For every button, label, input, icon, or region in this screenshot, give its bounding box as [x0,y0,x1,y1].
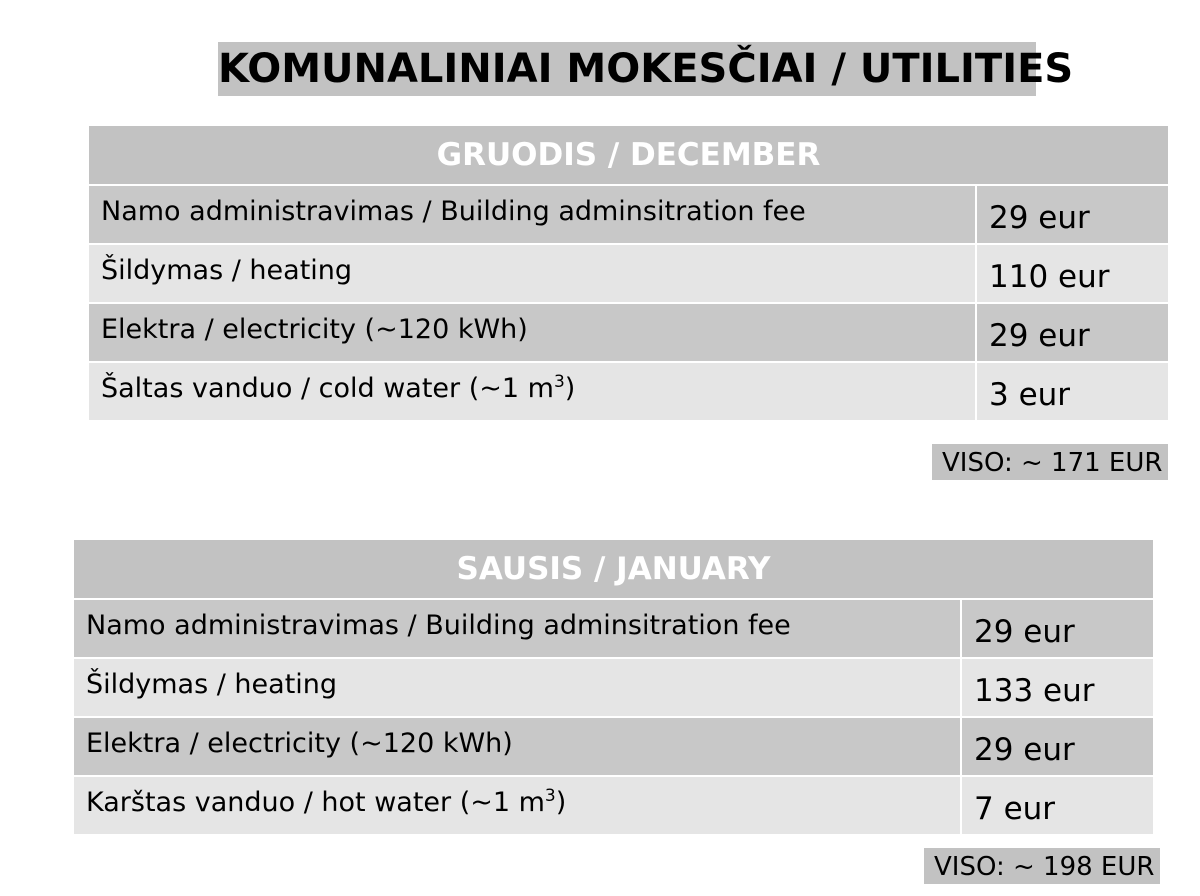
table-header-row [88,125,1169,185]
row-value: 133 eur [961,658,1154,717]
row-label-text: Šaltas vanduo / cold water (~1 m [101,373,554,404]
january-total: VISO: ~ 198 EUR [924,848,1160,884]
row-label: Elektra / electricity (~120 kWh) [73,717,961,776]
row-label-end: ) [555,787,567,818]
december-utilities-table [87,124,1170,422]
row-value: 29 eur [961,717,1154,776]
row-label-text: Karštas vanduo / hot water (~1 m [86,787,545,818]
january-utilities-table [72,538,1155,836]
page-title: KOMUNALINIAI MOKESČIAI / UTILITIES [218,42,1036,96]
table-row [73,599,1154,658]
row-label [73,776,961,835]
january-header: SAUSIS / JANUARY [73,539,1154,599]
row-value: 29 eur [976,303,1169,362]
row-label: Namo administravimas / Building adminsitration fee [88,185,976,244]
row-label [88,362,976,421]
table-row [88,244,1169,303]
superscript: 3 [544,786,556,806]
row-value: 110 eur [976,244,1169,303]
row-value: 3 eur [976,362,1169,421]
row-value: 29 eur [976,185,1169,244]
table-header-row [73,539,1154,599]
table-row [88,362,1169,421]
table-row [73,658,1154,717]
table-row [73,776,1154,835]
december-header: GRUODIS / DECEMBER [88,125,1169,185]
table-row [73,717,1154,776]
row-label: Elektra / electricity (~120 kWh) [88,303,976,362]
row-label-end: ) [564,373,576,404]
row-label: Šildymas / heating [88,244,976,303]
row-label: Šildymas / heating [73,658,961,717]
table-row [88,303,1169,362]
row-label: Namo administravimas / Building adminsitration fee [73,599,961,658]
table-row [88,185,1169,244]
december-total: VISO: ~ 171 EUR [932,444,1168,480]
superscript: 3 [553,372,565,392]
row-value: 29 eur [961,599,1154,658]
row-value: 7 eur [961,776,1154,835]
